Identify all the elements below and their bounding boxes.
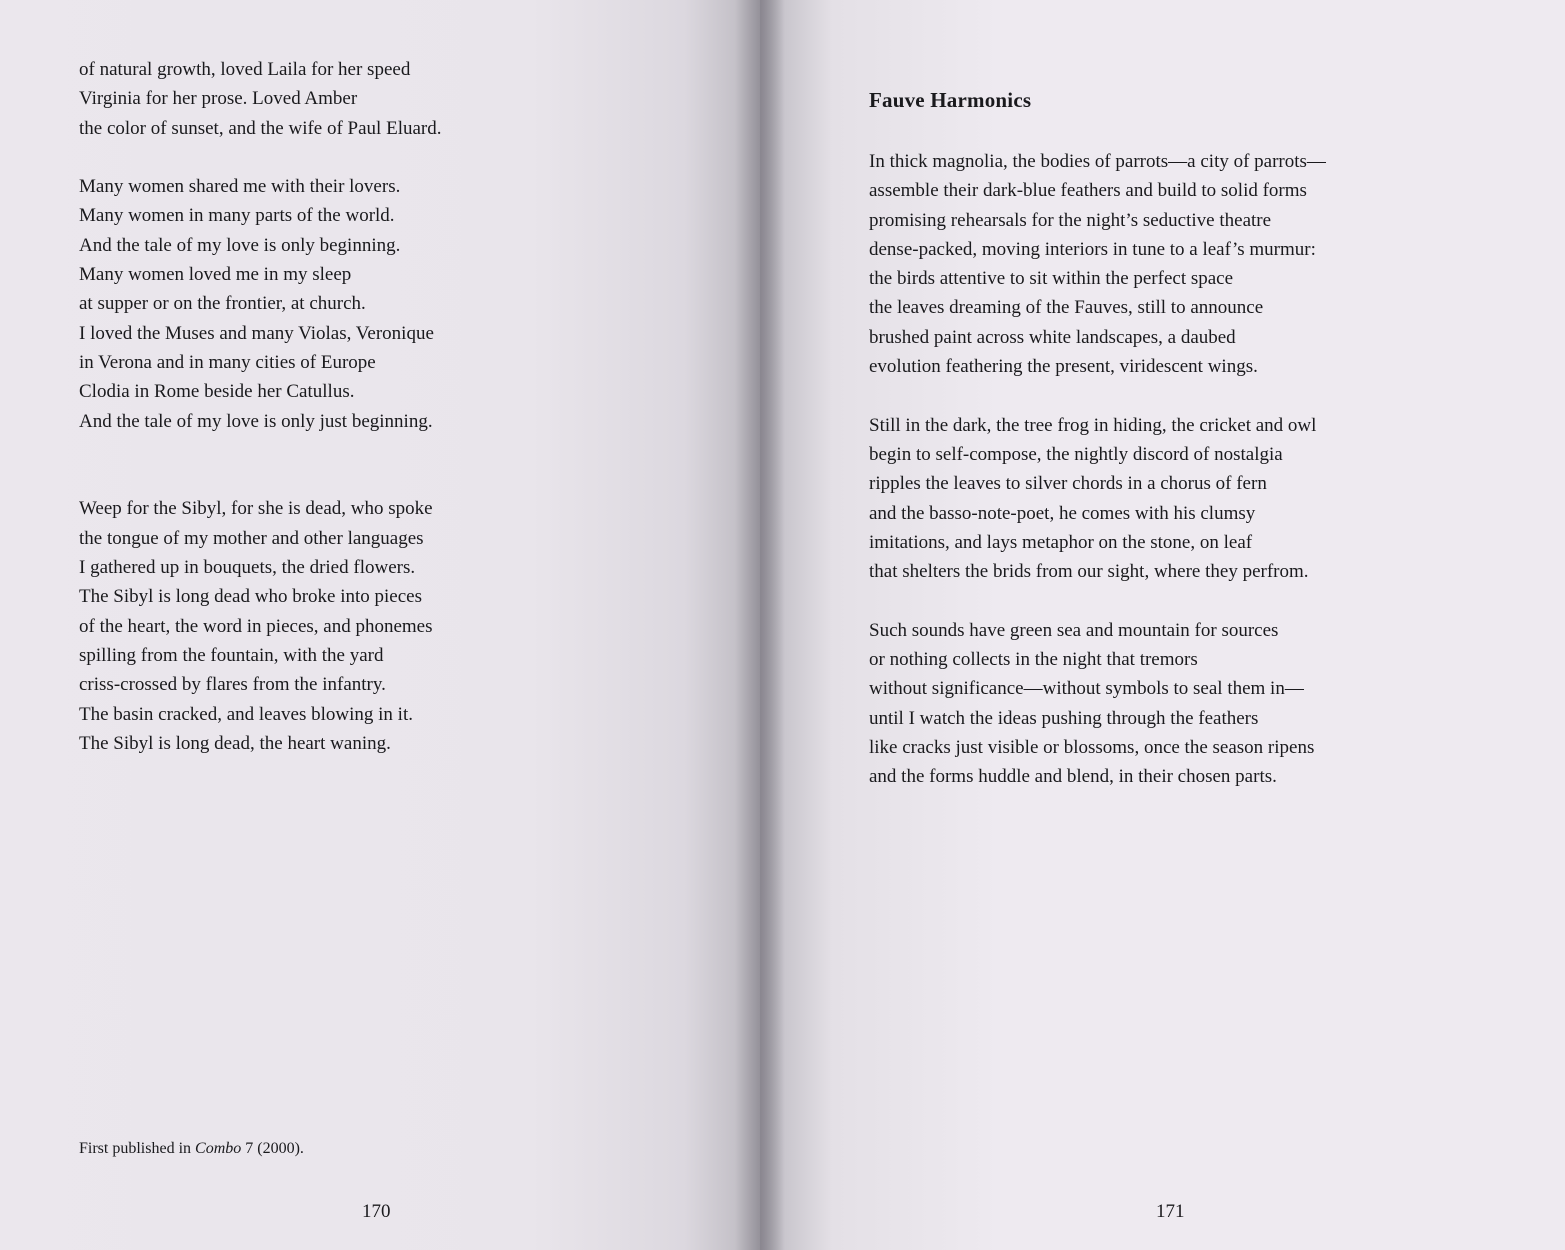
poem-line: begin to self-compose, the nightly discord of nostalgia [869,443,1283,465]
stanza-break [79,465,441,494]
poem-line: Still in the dark, the tree frog in hiding, the cricket and owl [869,414,1317,436]
poem-line: of the heart, the word in pieces, and phonemes [79,615,433,637]
footnote-suffix: 7 (2000). [241,1140,304,1157]
poem-line: spilling from the fountain, with the yard [79,644,384,666]
poem-title: Fauve Harmonics [869,88,1032,112]
poem-line: and the basso-note-poet, he comes with his clumsy [869,502,1256,524]
poem-line: ripples the leaves to silver chords in a chorus of fern [869,473,1267,495]
poem-line: the leaves dreaming of the Fauves, still to announce [869,297,1264,319]
poem-line: like cracks just visible or blossoms, once the season ripens [869,736,1315,758]
poem-line: and the forms huddle and blend, in their chosen parts. [869,766,1277,788]
poem-line: I loved the Muses and many Violas, Veronique [79,322,434,344]
poem-line: dense-packed, moving interiors in tune to a leaf’s murmur: [869,238,1316,260]
poem-line: without significance—without symbols to seal them in— [869,678,1304,700]
page-number-left: 170 [362,1201,391,1222]
poem-line: the birds attentive to sit within the perfect space [869,268,1234,290]
page-number-right: 171 [1156,1201,1185,1222]
poem-line: And the tale of my love is only just beginning. [79,410,433,432]
poem-line: Such sounds have green sea and mountain for sources [869,619,1279,641]
footnote-prefix: First published in [79,1140,196,1157]
stanza-break [79,143,441,172]
poem-line: In thick magnolia, the bodies of parrots—a city of parrots— [869,151,1326,172]
poem-line: in Verona and in many cities of Europe [79,351,376,373]
poem-line: I gathered up in bouquets, the dried flowers. [79,557,416,579]
poem-line: And the tale of my love is only beginning. [79,234,401,256]
poem-line: The basin cracked, and leaves blowing in it. [79,703,413,725]
stanza-break [869,586,1326,615]
poem-line: assemble their dark-blue feathers and build to solid forms [869,180,1307,202]
poem-line: Clodia in Rome beside her Catullus. [79,381,355,403]
poem-line: the color of sunset, and the wife of Paul Eluard. [79,117,442,139]
poem-line: at supper or on the frontier, at church. [79,293,366,315]
poem-line: promising rehearsals for the night’s seductive theatre [869,209,1272,231]
stanza-break [869,381,1326,410]
right-poem-text [869,147,1326,792]
footnote [79,1140,304,1158]
poem-line: imitations, and lays metaphor on the stone, on leaf [869,531,1253,553]
left-poem-text [79,55,441,758]
poem-line: or nothing collects in the night that tremors [869,649,1198,671]
poem-line: until I watch the ideas pushing through the feathers [869,707,1259,729]
poem-line: The Sibyl is long dead who broke into pieces [79,586,422,608]
poem-line: brushed paint across white landscapes, a daubed [869,326,1236,348]
poem-line: criss-crossed by flares from the infantry. [79,674,386,696]
poem-line: that shelters the brids from our sight, where they perfrom. [869,561,1309,583]
poem-line: the tongue of my mother and other languages [79,527,424,549]
poem-line: Many women shared me with their lovers. [79,176,401,198]
poem-line: evolution feathering the present, viridescent wings. [869,356,1258,378]
poem-line: Virginia for her prose. Loved Amber [79,88,358,110]
poem-line: Weep for the Sibyl, for she is dead, who spoke [79,498,433,520]
poem-line: of natural growth, loved Laila for her speed [79,59,411,80]
poem-line: Many women in many parts of the world. [79,205,395,227]
footnote-journal: Combo [195,1140,242,1157]
stanza-break [79,436,441,465]
poem-line: Many women loved me in my sleep [79,264,352,286]
poem-line: The Sibyl is long dead, the heart waning. [79,732,391,754]
